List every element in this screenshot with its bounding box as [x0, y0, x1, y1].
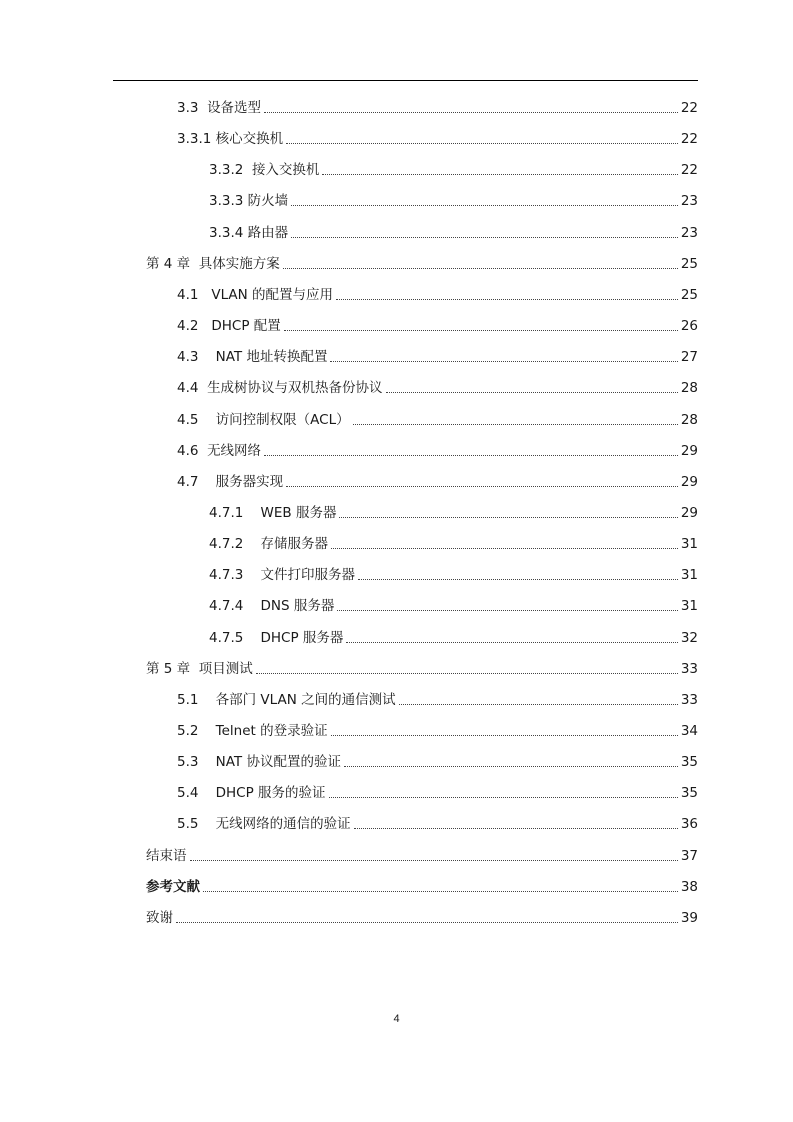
toc-dot-leader [264, 112, 678, 113]
toc-entry-title: 设备选型 [207, 100, 262, 116]
toc-entry-number: 4.6 [177, 443, 208, 459]
toc-page-number: 35 [680, 754, 698, 770]
toc-entry[interactable] [209, 219, 698, 243]
toc-entry-title: DHCP 配置 [211, 318, 281, 334]
toc-page-number: 32 [680, 630, 698, 646]
toc-dot-leader [337, 610, 677, 611]
toc-page-number: 29 [680, 443, 698, 459]
toc-entry-title: 参考文献 [146, 879, 200, 895]
toc-entry-title: VLAN 的配置与应用 [211, 287, 334, 303]
toc-page-number: 25 [680, 256, 698, 272]
page-number: 4 [393, 1013, 400, 1025]
toc-dot-leader [330, 361, 677, 362]
toc-entry-title: 致谢 [146, 910, 173, 926]
toc-dot-leader [344, 766, 678, 767]
toc-entry[interactable] [209, 187, 698, 211]
toc-entry[interactable] [146, 655, 698, 679]
toc-entry[interactable] [146, 904, 698, 928]
toc-entry-number: 5.3 [177, 754, 216, 770]
toc-entry[interactable] [209, 624, 698, 648]
toc-dot-leader [190, 860, 678, 861]
toc-page-number: 25 [680, 287, 698, 303]
toc-entry[interactable] [146, 842, 698, 866]
toc-page-number: 33 [680, 661, 698, 677]
toc-page-number: 31 [680, 536, 698, 552]
toc-entry-title: DHCP 服务器 [260, 630, 344, 646]
toc-entry-title: WEB 服务器 [260, 505, 337, 521]
toc-dot-leader [286, 486, 678, 487]
toc-entry-number: 4.7.2 [209, 536, 261, 552]
toc-entry[interactable] [146, 873, 698, 897]
toc-dot-leader [346, 642, 677, 643]
toc-page-number: 26 [680, 318, 698, 334]
toc-entry-title: 结束语 [146, 848, 187, 864]
toc-entry-number: 3.3.2 [209, 162, 252, 178]
toc-entry[interactable] [177, 748, 698, 772]
toc-entry-number: 3.3 [177, 100, 208, 116]
toc-entry-number: 4.7.3 [209, 567, 261, 583]
toc-entry-title: 文件打印服务器 [260, 567, 356, 583]
toc-entry-title: 核心交换机 [215, 131, 284, 147]
toc-dot-leader [291, 237, 678, 238]
toc-entry[interactable] [177, 374, 698, 398]
toc-entry[interactable] [209, 156, 698, 180]
toc-dot-leader [322, 174, 677, 175]
toc-dot-leader [336, 299, 678, 300]
toc-entry-number: 4.4 [177, 380, 208, 396]
toc-entry-number: 4.2 [177, 318, 212, 334]
toc-entry-number: 4.3 [177, 349, 216, 365]
toc-page-number: 34 [680, 723, 698, 739]
toc-page-number: 36 [680, 816, 698, 832]
toc-entry-number: 4.7 [177, 474, 216, 490]
toc-page-number: 22 [680, 131, 698, 147]
toc-entry-title: NAT 协议配置的验证 [215, 754, 341, 770]
toc-entry-title: DNS 服务器 [260, 598, 335, 614]
toc-entry-title: 路由器 [247, 225, 289, 241]
toc-entry[interactable] [177, 779, 698, 803]
toc-dot-leader [284, 330, 678, 331]
toc-page-number: 38 [680, 879, 698, 895]
toc-entry-title: Telnet 的登录验证 [215, 723, 328, 739]
toc-page-number: 35 [680, 785, 698, 801]
toc-entry[interactable] [209, 592, 698, 616]
toc-dot-leader [283, 268, 678, 269]
toc-page-number: 31 [680, 567, 698, 583]
toc-page-number: 37 [680, 848, 698, 864]
toc-entry-title: 访问控制权限（ACL） [215, 412, 350, 428]
toc-entry-number: 第 5 章 [146, 661, 199, 677]
toc-dot-leader [339, 517, 677, 518]
toc-entry-number: 5.5 [177, 816, 216, 832]
toc-page-number: 22 [680, 100, 698, 116]
toc-entry-number: 4.7.1 [209, 505, 261, 521]
toc-dot-leader [331, 548, 678, 549]
toc-entry-title: DHCP 服务的验证 [215, 785, 326, 801]
toc-entry-number: 3.3.3 [209, 193, 248, 209]
toc-entry[interactable] [177, 717, 698, 741]
toc-dot-leader [329, 797, 678, 798]
toc-dot-leader [286, 143, 678, 144]
toc-entry-number: 5.1 [177, 692, 216, 708]
toc-dot-leader [399, 704, 678, 705]
toc-dot-leader [358, 579, 678, 580]
toc-entry-number: 5.2 [177, 723, 216, 739]
toc-entry[interactable] [177, 406, 698, 430]
toc-entry-title: 防火墙 [247, 193, 289, 209]
toc-entry[interactable] [209, 499, 698, 523]
toc-entry[interactable] [177, 94, 698, 118]
toc-dot-leader [264, 455, 678, 456]
toc-page-number: 33 [680, 692, 698, 708]
toc-entry[interactable] [177, 125, 698, 149]
toc-dot-leader [354, 828, 678, 829]
toc-entry[interactable] [177, 343, 698, 367]
toc-entry-title: 项目测试 [198, 661, 253, 677]
toc-entry[interactable] [209, 530, 698, 554]
toc-page-number: 23 [680, 193, 698, 209]
toc-entry-title: 无线网络的通信的验证 [215, 816, 351, 832]
toc-entry[interactable] [177, 312, 698, 336]
toc-dot-leader [331, 735, 678, 736]
toc-entry[interactable] [177, 810, 698, 834]
toc-dot-leader [176, 922, 678, 923]
toc-entry-title: 服务器实现 [215, 474, 284, 490]
toc-page-number: 28 [680, 412, 698, 428]
toc-page-number: 39 [680, 910, 698, 926]
toc-entry-title: 存储服务器 [260, 536, 329, 552]
toc-page-number: 31 [680, 598, 698, 614]
toc-entry-number: 4.1 [177, 287, 212, 303]
toc-entry[interactable] [146, 250, 698, 274]
toc-entry-title: 各部门 VLAN 之间的通信测试 [215, 692, 396, 708]
toc-page-number: 23 [680, 225, 698, 241]
toc-entry-title: 接入交换机 [251, 162, 320, 178]
toc-page-number: 29 [680, 474, 698, 490]
toc-entry-number: 4.7.4 [209, 598, 261, 614]
toc-entry[interactable] [177, 468, 698, 492]
toc-dot-leader [256, 673, 678, 674]
toc-page-number: 22 [680, 162, 698, 178]
toc-page-number: 28 [680, 380, 698, 396]
toc-entry-number: 4.7.5 [209, 630, 261, 646]
toc-page-number: 29 [680, 505, 698, 521]
toc-entry-number: 3.3.1 [177, 131, 216, 147]
toc-dot-leader [353, 424, 678, 425]
toc-entry-number: 4.5 [177, 412, 216, 428]
toc-entry-title: NAT 地址转换配置 [215, 349, 328, 365]
toc-page-number: 27 [680, 349, 698, 365]
toc-entry-number: 5.4 [177, 785, 216, 801]
toc-entry[interactable] [177, 437, 698, 461]
toc-entry[interactable] [209, 561, 698, 585]
toc-entry[interactable] [177, 281, 698, 305]
header-rule [113, 80, 698, 81]
toc-entry-number: 3.3.4 [209, 225, 248, 241]
toc-entry-title: 具体实施方案 [198, 256, 280, 272]
toc-dot-leader [291, 205, 678, 206]
toc-dot-leader [386, 392, 678, 393]
toc-dot-leader [203, 891, 678, 892]
toc-entry-title: 生成树协议与双机热备份协议 [207, 380, 383, 396]
toc-entry[interactable] [177, 686, 698, 710]
toc-entry-title: 无线网络 [207, 443, 262, 459]
toc-entry-number: 第 4 章 [146, 256, 199, 272]
